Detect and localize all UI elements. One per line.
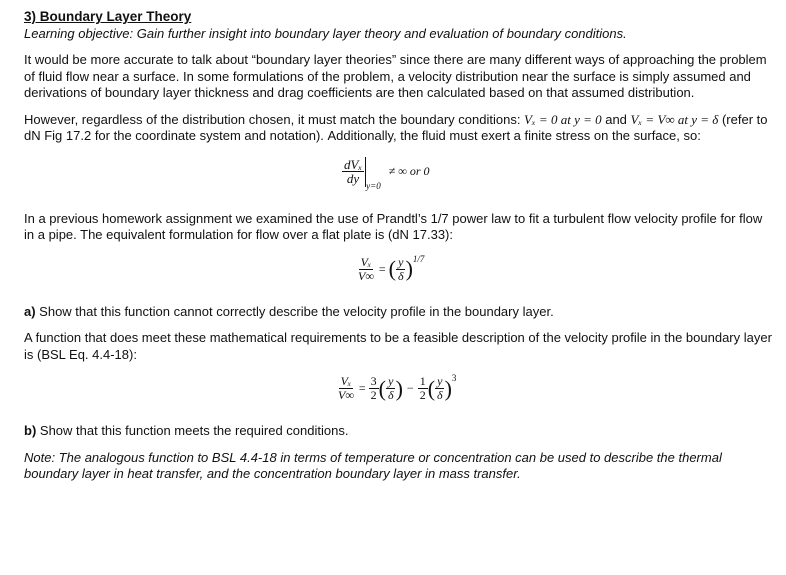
question-b (24, 423, 774, 440)
evaluation-subscript: y=0 (366, 180, 381, 191)
coef2-num: 1 (419, 374, 426, 388)
coef-one-half (418, 375, 428, 402)
bc-rest: (refer to dN Fig 17.2 for the coordinate system and notation). Additionally, the fluid must exert a finite stress on the surface, so: (24, 111, 768, 143)
paren-open: ( (388, 256, 396, 281)
bsl-ratio-den: V∞ (338, 388, 354, 402)
bc-condition-2: Vₓ = V∞ at y = δ (630, 111, 719, 127)
equation-wall-stress (24, 155, 774, 201)
derivative-denominator: dy (346, 171, 360, 186)
section-title: 3) Boundary Layer Theory (24, 9, 192, 24)
coef2-den: 2 (419, 388, 426, 402)
derivative-fraction (342, 158, 364, 185)
paren-close-1: ) (395, 375, 403, 401)
question-a-label: a) (24, 303, 36, 319)
velocity-ratio-num: Vₓ (360, 254, 372, 269)
coef1-den: 2 (370, 388, 377, 402)
bc-and: and (601, 111, 631, 127)
minus-sign: − (406, 381, 414, 395)
paren-close-2: ) (444, 375, 452, 401)
coef-three-halves (369, 375, 379, 402)
equation-power-law (24, 254, 774, 294)
bc-condition-1: Vₓ = 0 at y = 0 (524, 111, 602, 127)
bsl-ratio-num: Vₓ (340, 374, 352, 388)
delta-den: δ (398, 268, 404, 283)
term2-num: y (437, 374, 443, 388)
paragraph-prandtl: In a previous homework assignment we examined the use of Prandtl’s 1/7 power law to fit a turbulent flow velocity profile for flow in a pipe. The equivalent formulation for flow over a flat plate is (dN 17.33): (24, 210, 763, 242)
question-b-text: Show that this function meets the required conditions. (36, 423, 349, 438)
paren-open-1: ( (378, 375, 386, 401)
term2-y-over-delta (435, 375, 445, 402)
bsl-velocity-ratio (336, 375, 356, 402)
exponent-one-seventh: 1/7 (412, 253, 425, 264)
derivative-condition: ≠ ∞ or 0 (388, 164, 430, 178)
bc-intro: However, regardless of the distribution chosen, it must match the boundary conditions: (24, 111, 525, 127)
term1-num: y (388, 374, 394, 388)
paragraph-boundary-conditions (24, 112, 774, 145)
velocity-ratio (356, 256, 376, 283)
paragraph-bsl-function: A function that does meet these mathematical requirements to be a feasible description of the velocity profile in the boundary layer is (BSL Eq. 4.4-18): (24, 330, 772, 362)
coef1-num: 3 (370, 374, 377, 388)
term2-den: δ (437, 388, 443, 402)
question-b-label: b) (24, 423, 37, 438)
term1-y-over-delta (386, 375, 396, 402)
velocity-ratio-den: V∞ (358, 268, 374, 283)
question-a-text: Show that this function cannot correctly describe the velocity profile in the boundary layer. (35, 303, 554, 319)
exponent-three: 3 (451, 373, 457, 383)
paren-close: ) (405, 256, 413, 281)
equals-sign: = (378, 261, 386, 276)
paragraph-boundary-theories: It would be more accurate to talk about “boundary layer theories” since there are many different ways of approaching the problem of fluid flow near a surface. In some formulations of the problem, a velocity distribution near the surface is simply assumed and derivations of boundary layer thickness and drag coefficients are then calculated based on that assumed distribution. (24, 52, 767, 100)
equation-bsl-profile (24, 373, 774, 413)
y-num: y (398, 254, 404, 269)
note-analogous-function: Note: The analogous function to BSL 4.4-18 in terms of temperature or concentration can be used to describe the thermal boundary layer in heat transfer, and the concentration boundary layer in mass transfer. (24, 449, 722, 481)
bsl-equals: = (358, 381, 366, 395)
document-page (24, 8, 774, 493)
term1-den: δ (388, 388, 394, 402)
y-over-delta (396, 256, 406, 283)
learning-objective: Learning objective: Gain further insight into boundary layer theory and evaluation of boundary conditions. (24, 26, 627, 41)
derivative-numerator: dVₓ (344, 157, 363, 172)
paren-open-2: ( (427, 375, 436, 401)
question-a (24, 304, 774, 321)
